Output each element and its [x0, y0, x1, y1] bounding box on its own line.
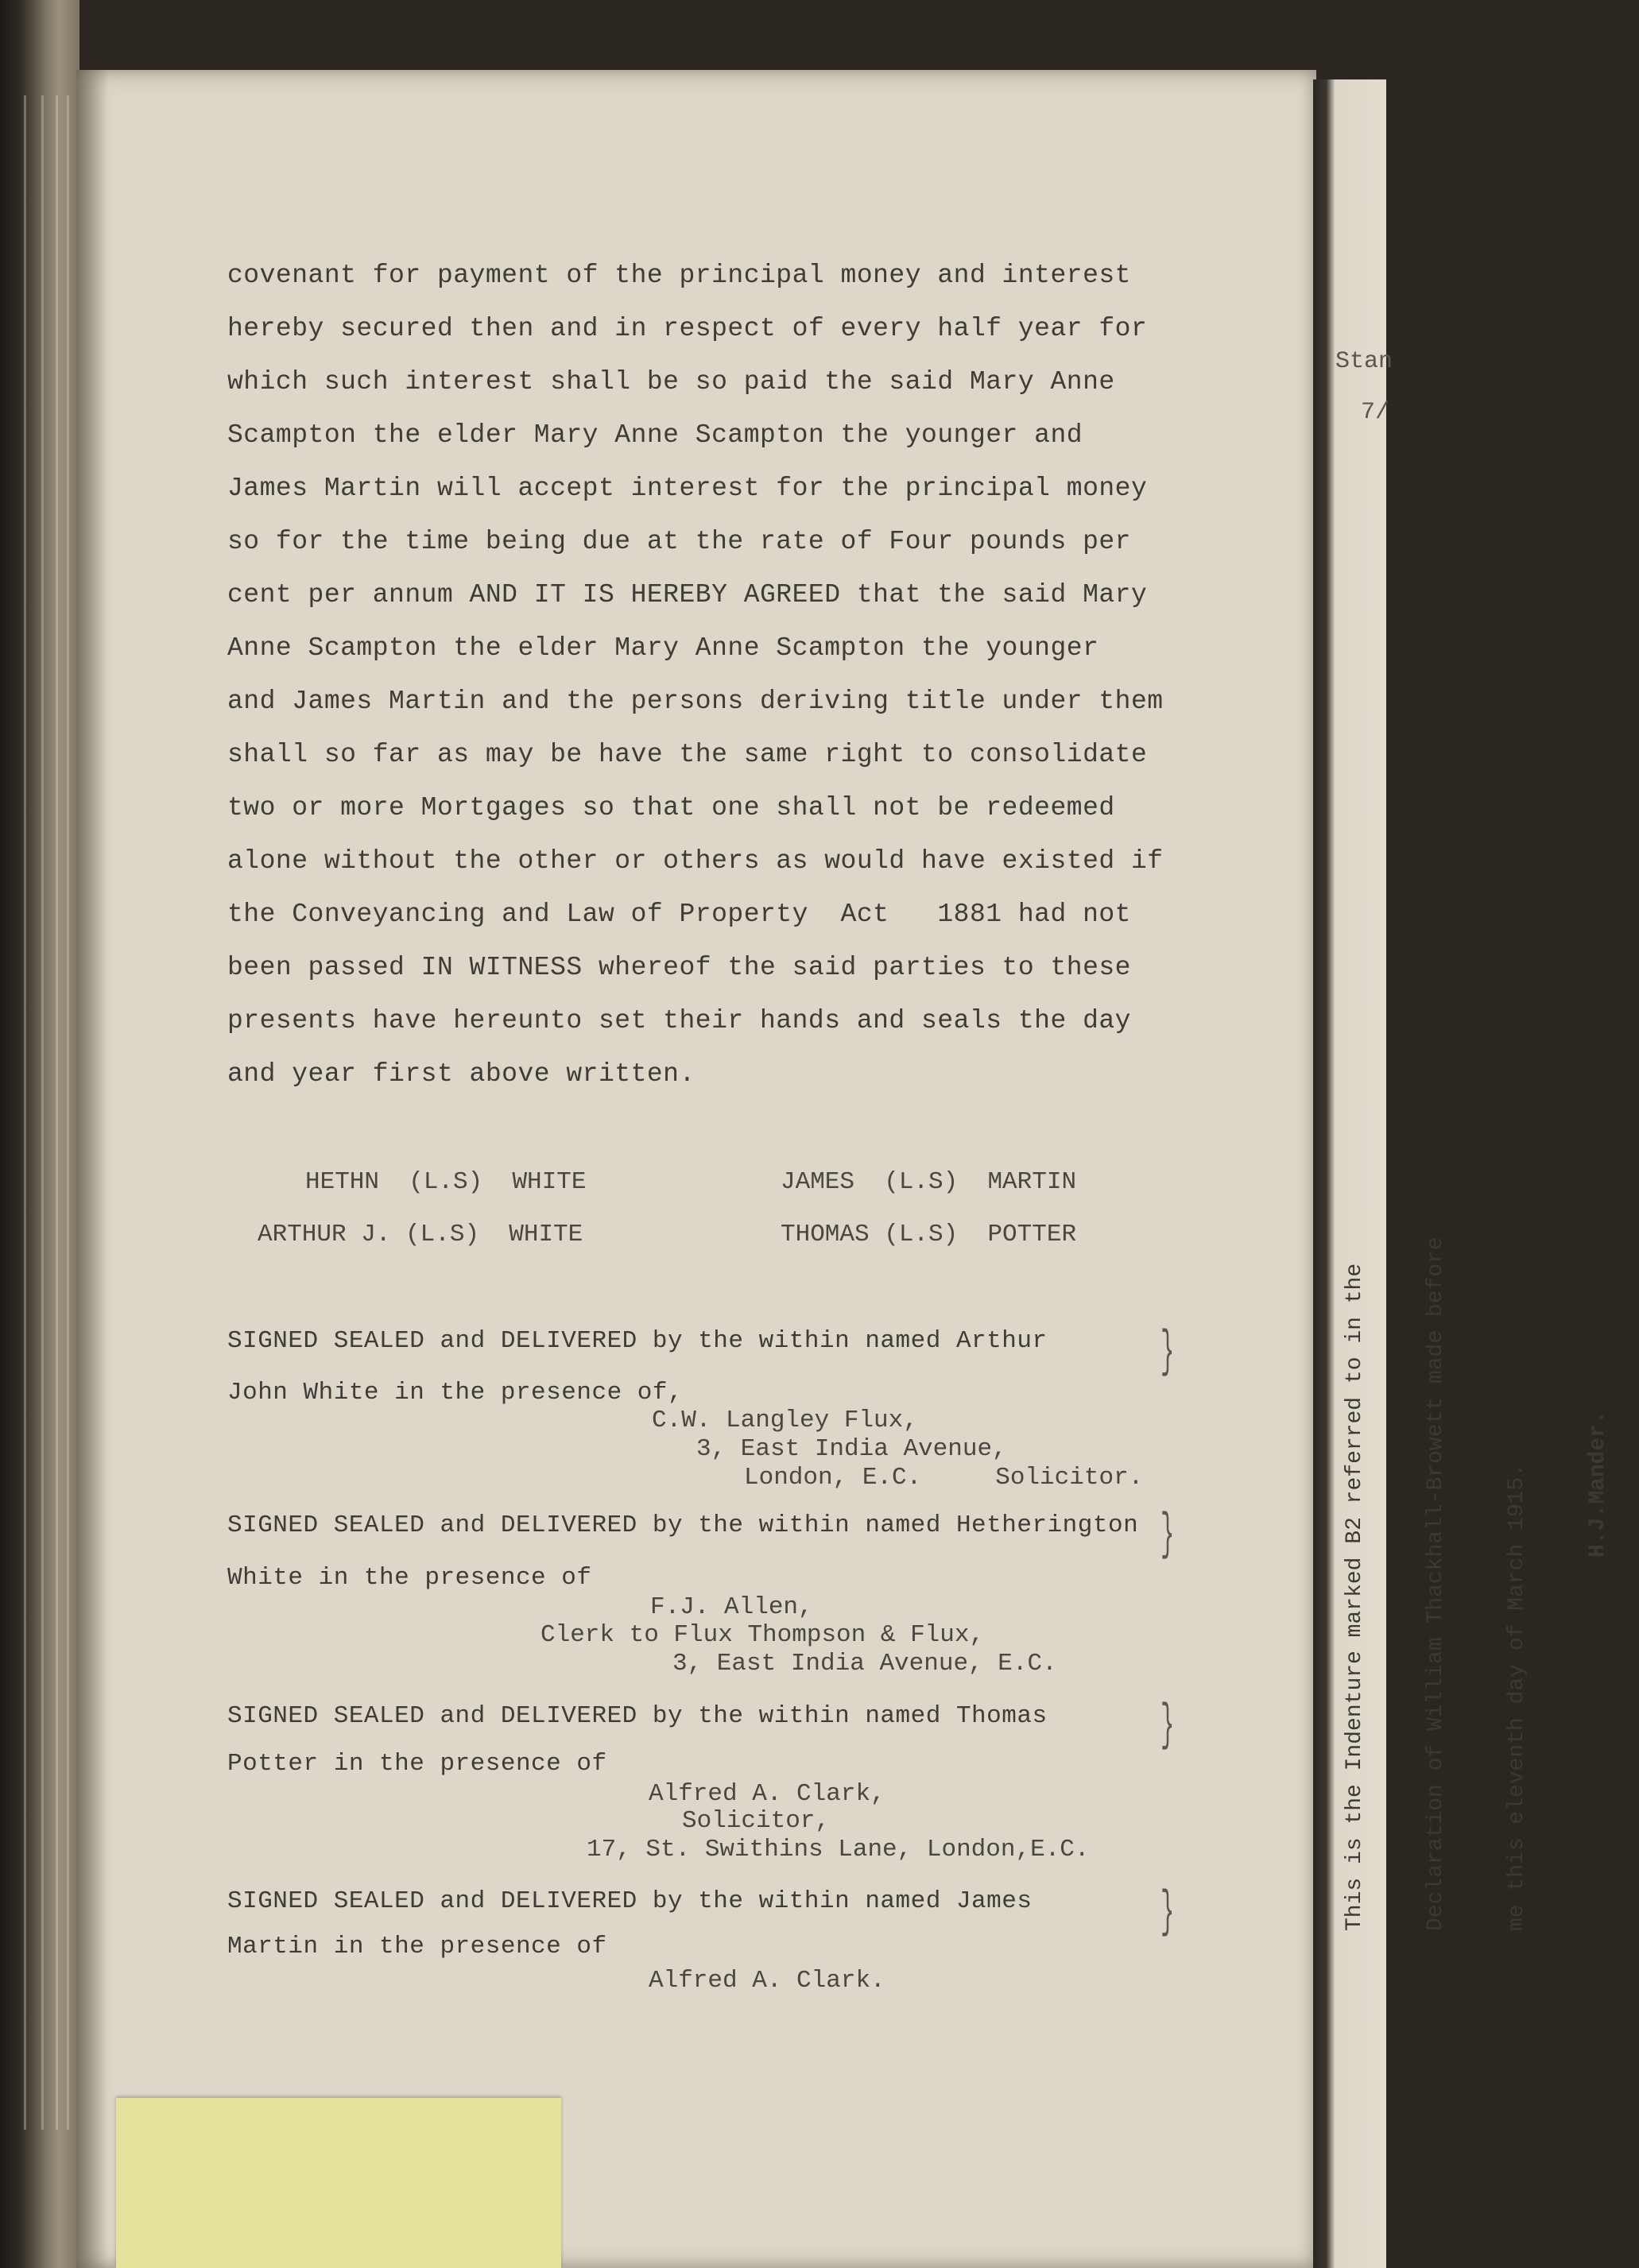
witness-line: 3, East India Avenue, E.C.: [672, 1650, 1057, 1678]
witness-line: 17, St. Swithins Lane, London,E.C.: [587, 1836, 1090, 1864]
body-line: shall so far as may be have the same right to consolidate: [227, 740, 1148, 769]
attestation-clause: SIGNED SEALED and DELIVERED by the within named Thomas: [227, 1702, 1048, 1730]
page-edge-line: [24, 95, 26, 2130]
body-line: cent per annum AND IT IS HEREBY AGREED that the said Mary: [227, 580, 1148, 610]
attestation-clause: SIGNED SEALED and DELIVERED by the within named James: [227, 1887, 1033, 1915]
brace-mark: }: [1160, 1507, 1175, 1564]
book-edge: [0, 0, 79, 2268]
page-edge-line: [41, 95, 44, 2130]
endorsement-signer: H.J.Mander.: [1586, 1411, 1610, 1558]
attestation-clause: White in the presence of: [227, 1564, 592, 1592]
margin-endorsement: [1288, 1057, 1610, 1931]
endorsement-line: This is the Indenture marked B2 referred to in the: [1343, 1263, 1367, 1931]
signature-james: JAMES (L.S) MARTIN: [781, 1168, 1077, 1196]
body-line: and year first above written.: [227, 1059, 696, 1089]
witness-line: F.J. Allen,: [650, 1593, 813, 1621]
body-line: Anne Scampton the elder Mary Anne Scampton the younger: [227, 633, 1099, 663]
signature-arthur: ARTHUR J. (L.S) WHITE: [258, 1221, 583, 1248]
brace-mark: }: [1160, 1697, 1175, 1755]
attestation-clause: SIGNED SEALED and DELIVERED by the within named Arthur: [227, 1327, 1048, 1355]
witness-line: Solicitor,: [682, 1807, 831, 1835]
witness-line: Alfred A. Clark.: [649, 1967, 885, 1995]
body-line: and James Martin and the persons deriving title under them: [227, 687, 1164, 716]
body-line: James Martin will accept interest for the principal money: [227, 474, 1148, 503]
body-line: the Conveyancing and Law of Property Act 1881 had not: [227, 900, 1131, 929]
witness-line: C.W. Langley Flux,: [652, 1407, 918, 1434]
body-line: two or more Mortgages so that one shall not be redeemed: [227, 793, 1115, 822]
endorsement-line: Declaration of William Thackhall-Browett made before: [1424, 1237, 1448, 1931]
attestation-clause: SIGNED SEALED and DELIVERED by the within named Hetherington: [227, 1511, 1139, 1539]
body-line: Scampton the elder Mary Anne Scampton the younger and: [227, 420, 1083, 450]
adjacent-page-text: Stan: [1335, 348, 1393, 375]
brace-mark: }: [1160, 1884, 1175, 1941]
body-line: been passed IN WITNESS whereof the said parties to these: [227, 953, 1131, 982]
witness-line: 3, East India Avenue,: [696, 1435, 1007, 1463]
sticky-note: [116, 2098, 561, 2268]
body-line: which such interest shall be so paid the said Mary Anne: [227, 367, 1115, 397]
witness-line: Alfred A. Clark,: [649, 1780, 885, 1808]
body-line: so for the time being due at the rate of Four pounds per: [227, 527, 1131, 556]
body-line: covenant for payment of the principal money and interest: [227, 261, 1131, 290]
signature-thomas: THOMAS (L.S) POTTER: [781, 1221, 1077, 1248]
page-edge-line: [67, 95, 69, 2130]
gutter-shadow: [76, 70, 108, 2268]
adjacent-page-text: 7/: [1361, 399, 1390, 426]
witness-line: Clerk to Flux Thompson & Flux,: [541, 1621, 985, 1649]
body-line: hereby secured then and in respect of every half year for: [227, 314, 1148, 343]
body-line: presents have hereunto set their hands and seals the day: [227, 1006, 1131, 1035]
signature-hetherington: HETHN (L.S) WHITE: [305, 1168, 587, 1196]
page-edge-line: [56, 95, 58, 2130]
endorsement-line: me this eleventh day of March 1915.: [1505, 1463, 1529, 1931]
brace-mark: }: [1160, 1324, 1175, 1381]
body-line: alone without the other or others as would have existed if: [227, 846, 1164, 876]
attestation-clause: Martin in the presence of: [227, 1933, 607, 1960]
attestation-clause: John White in the presence of,: [227, 1379, 684, 1407]
attestation-clause: Potter in the presence of: [227, 1750, 607, 1778]
witness-line: London, E.C. Solicitor.: [744, 1464, 1144, 1492]
